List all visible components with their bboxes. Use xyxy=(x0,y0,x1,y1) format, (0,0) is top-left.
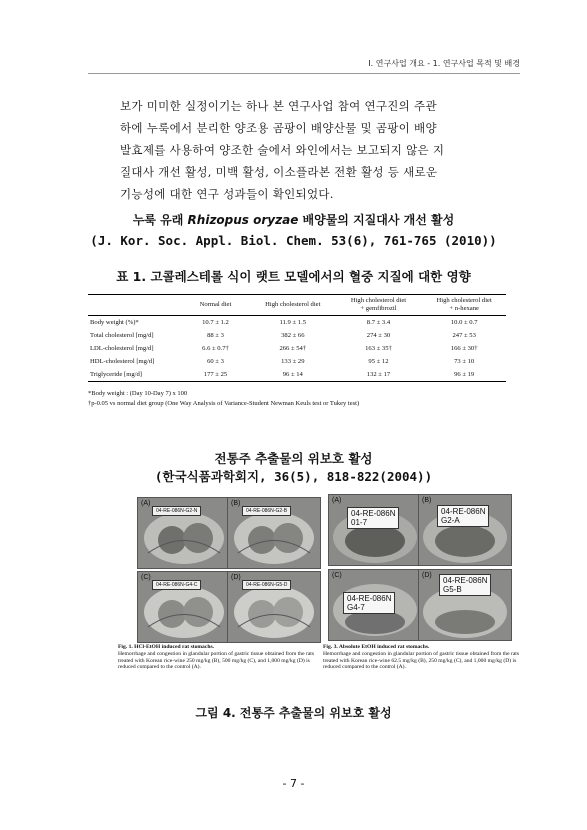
panel-label: (B) xyxy=(231,500,241,507)
paragraph-line: 기능성에 대한 연구 성과들이 확인되었다. xyxy=(120,187,334,201)
row-label: Triglyceride [mg/d] xyxy=(90,371,142,378)
table-header-row xyxy=(88,295,506,316)
table-cell: 163 ± 35† xyxy=(365,345,392,352)
table-header-cell xyxy=(88,295,180,316)
figure-caption-left xyxy=(118,644,316,671)
caption-body: Hemorrhage and congestion in glandular portion of gastric tissue obtained from the rats treated with Korean rice-wine 250 mg/kg (B), 500 mg/kg (C), and 1,000 mg/kg (D) is reduced compared to the control (A). xyxy=(118,650,315,671)
table-header-cell: High cholesterol diet xyxy=(265,301,321,308)
specimen-tag: 04-RE-086N-G2-B xyxy=(242,506,291,516)
table-cell: 382 ± 66 xyxy=(281,332,305,339)
panel-label: (A) xyxy=(141,500,151,507)
table-cell: 6.6 ± 0.7† xyxy=(202,345,229,352)
table-cell: 10.7 ± 1.2 xyxy=(202,319,229,326)
table-cell: 96 ± 19 xyxy=(454,371,475,378)
species-name: Rhizopus oryzae xyxy=(187,213,299,227)
panel-label: (B) xyxy=(422,497,432,504)
table-cell: 247 ± 53 xyxy=(452,332,476,339)
figure-title: 그림 4. 전통주 추출물의 위보호 활성 xyxy=(195,706,392,720)
header-divider xyxy=(88,73,520,74)
section2-citation: (한국식품과학회지, 36(5), 818-822(2004)) xyxy=(154,469,433,484)
table-header-cell: High cholesterol diet + n-hexane xyxy=(436,297,492,312)
panel-label: (D) xyxy=(422,572,432,579)
table-header-cell: High cholesterol diet + gemfibrozil xyxy=(350,297,407,312)
panel-label: (A) xyxy=(332,497,342,504)
specimen-tag: 04-RE-086N 01-7 xyxy=(347,507,399,529)
table-note: †p-0.05 vs normal diet group (One Way Analysis of Variance-Student Newman Keuls test or Tukey test) xyxy=(88,400,360,407)
stomach-photo-left-a xyxy=(137,497,231,569)
section2-title: 전통주 추출물의 위보호 활성 xyxy=(214,451,373,466)
specimen-tag: 04-RE-086N G2-A xyxy=(437,505,489,527)
stomach-photo-right-a xyxy=(328,494,422,566)
row-label: LDL-cholesterol [mg/d] xyxy=(90,345,154,352)
table-cell: 88 ± 3 xyxy=(207,332,224,339)
specimen-tag: 04-RE-086N-G5-D xyxy=(242,580,291,590)
specimen-tag: 04-RE-086N G5-B xyxy=(439,574,491,596)
panel-label: (C) xyxy=(332,572,342,579)
table-note: *Body weight : (Day 10-Day 7) x 100 xyxy=(88,390,188,397)
table-cell: 166 ± 30† xyxy=(450,345,478,352)
panel-label: (C) xyxy=(141,574,151,581)
table-cell: 133 ± 29 xyxy=(281,358,305,365)
paragraph-line: 하에 누룩에서 분리한 양조용 곰팡이 배양산물 및 곰팡이 배양 xyxy=(120,121,437,135)
section1-title: 누룩 유래 Rhizopus oryzae 배양물의 지질대사 개선 활성 xyxy=(132,213,455,227)
lipid-table xyxy=(88,294,506,382)
table-cell: 177 ± 25 xyxy=(203,371,228,378)
table-header-cell: Normal diet xyxy=(199,301,232,308)
row-label: HDL-cholesterol [mg/d] xyxy=(90,358,155,365)
paragraph-line: 보가 미미한 실정이기는 하나 본 연구사업 참여 연구진의 주관 xyxy=(120,99,437,113)
running-header: I. 연구사업 개요 - 1. 연구사업 목적 및 배경 xyxy=(368,59,520,68)
panel-label: (D) xyxy=(231,574,241,581)
table-row xyxy=(88,368,506,382)
stomach-photo-left-b xyxy=(227,497,321,569)
stomach-photo-right-b xyxy=(418,494,512,566)
stomach-photo-left-c xyxy=(137,571,231,643)
specimen-tag: 04-RE-086N-G4-C xyxy=(152,580,201,590)
paragraph-line: 질대사 개선 활성, 미백 활성, 이소플라본 전환 활성 등 새로운 xyxy=(120,165,438,179)
table-row xyxy=(88,355,506,368)
table-cell: 73 ± 10 xyxy=(454,358,475,365)
row-label: Body weight (%)* xyxy=(90,319,139,326)
stomach-photo-right-d xyxy=(418,569,512,641)
table-row xyxy=(88,316,506,330)
caption-title: Fig. 1. HCl-EtOH induced rat stomachs. xyxy=(118,644,215,650)
table-row xyxy=(88,342,506,355)
caption-title: Fig. 3. Absolute EtOH induced rat stomachs. xyxy=(323,644,430,650)
table-cell: 11.9 ± 1.5 xyxy=(279,319,307,326)
stomach-image xyxy=(329,495,421,565)
table-cell: 274 ± 30 xyxy=(366,332,391,339)
section1-citation: (J. Kor. Soc. Appl. Biol. Chem. 53(6), 761-765 (2010)) xyxy=(90,233,497,248)
stomach-photo-right-c xyxy=(328,569,422,641)
table-cell: 96 ± 14 xyxy=(282,371,303,378)
table-cell: 60 ± 3 xyxy=(207,358,224,365)
table-row xyxy=(88,329,506,342)
paragraph-line: 발효제를 사용하여 양조한 술에서 와인에서는 보고되지 않은 지 xyxy=(120,143,445,157)
specimen-tag: 04-RE-086N-G2-N xyxy=(152,506,201,516)
table-cell: 10.0 ± 0.7 xyxy=(450,319,478,326)
caption-body: Hemorrhage and congestion in glandular portion of gastric tissue obtained from the rats treated with Korean rice-wine 62.5 mg/kg (B), 250 mg/kg (C), and 1,000 mg/kg (D) is reduced compared to the control (A). xyxy=(323,650,520,671)
table-cell: 8.7 ± 3.4 xyxy=(366,319,391,326)
table-cell: 266 ± 54† xyxy=(279,345,307,352)
figure-caption-right xyxy=(323,644,523,671)
table-caption: 표 1. 고콜레스테롤 식이 랫트 모델에서의 혈중 지질에 대한 영향 xyxy=(116,269,471,284)
table-cell: 95 ± 12 xyxy=(368,358,389,365)
specimen-tag: 04-RE-086N G4-7 xyxy=(343,592,395,614)
page-number: - 7 - xyxy=(282,777,305,790)
intro-paragraph xyxy=(120,95,488,205)
stomach-photo-left-d xyxy=(227,571,321,643)
table-cell: 132 ± 17 xyxy=(366,371,391,378)
row-label: Total cholesterol [mg/d] xyxy=(90,332,154,339)
table-notes xyxy=(88,389,518,409)
